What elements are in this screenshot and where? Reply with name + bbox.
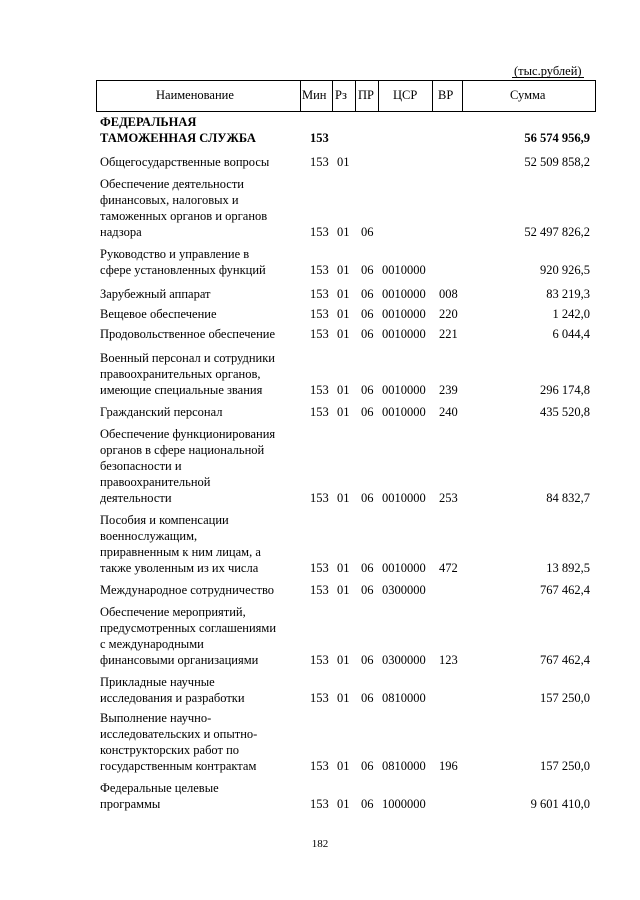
cell-sum: 56 574 956,9 — [524, 131, 590, 145]
cell-sum: 767 462,4 — [540, 653, 590, 667]
header-divider — [462, 80, 463, 111]
cell-pr: 06 — [361, 327, 374, 341]
cell-rz: 01 — [337, 225, 350, 239]
cell-pr: 06 — [361, 797, 374, 811]
cell-rz: 01 — [337, 383, 350, 397]
cell-min: 153 — [310, 653, 329, 667]
cell-sum: 13 892,5 — [546, 561, 590, 575]
cell-min: 153 — [310, 225, 329, 239]
cell-pr: 06 — [361, 287, 374, 301]
cell-csr: 0010000 — [382, 383, 426, 397]
cell-min: 153 — [310, 307, 329, 321]
cell-vr: 472 — [439, 561, 458, 575]
cell-min: 153 — [310, 691, 329, 705]
cell-sum: 1 242,0 — [552, 307, 590, 321]
cell-sum: 157 250,0 — [540, 691, 590, 705]
cell-sum: 435 520,8 — [540, 405, 590, 419]
header-divider — [378, 80, 379, 111]
cell-csr: 0810000 — [382, 691, 426, 705]
header-csr: ЦСР — [393, 88, 418, 102]
cell-vr: 008 — [439, 287, 458, 301]
row-name: Обеспечение функционирования органов в сфере национальной безопасности и правоохранительной деятельности — [100, 427, 276, 505]
cell-rz: 01 — [337, 405, 350, 419]
cell-sum: 296 174,8 — [540, 383, 590, 397]
header-vr: ВР — [438, 88, 454, 102]
header-name: Наименование — [156, 88, 234, 102]
cell-rz: 01 — [337, 307, 350, 321]
cell-vr: 239 — [439, 383, 458, 397]
cell-rz: 01 — [337, 653, 350, 667]
cell-sum: 52 497 826,2 — [524, 225, 590, 239]
cell-pr: 06 — [361, 405, 374, 419]
header-divider — [300, 80, 301, 111]
row-name: Зарубежный аппарат — [100, 287, 211, 301]
cell-min: 153 — [310, 263, 329, 277]
header-divider — [432, 80, 433, 111]
cell-vr: 253 — [439, 491, 458, 505]
units-label: (тыс.рублей) — [514, 64, 582, 78]
cell-csr: 0010000 — [382, 327, 426, 341]
header-divider — [595, 80, 596, 111]
cell-csr: 0010000 — [382, 405, 426, 419]
cell-pr: 06 — [361, 307, 374, 321]
cell-min: 153 — [310, 155, 329, 169]
header-divider — [96, 80, 97, 111]
cell-csr: 0300000 — [382, 653, 426, 667]
cell-pr: 06 — [361, 263, 374, 277]
cell-csr: 0010000 — [382, 561, 426, 575]
cell-csr: 0300000 — [382, 583, 426, 597]
row-name: Обеспечение мероприятий, предусмотренных соглашениями с международными финансовыми организациями — [100, 605, 277, 667]
cell-min: 153 — [310, 383, 329, 397]
header-sum: Сумма — [510, 88, 546, 102]
cell-min: 153 — [310, 287, 329, 301]
row-name: Общегосударственные вопросы — [100, 155, 270, 169]
cell-csr: 0010000 — [382, 263, 426, 277]
cell-min: 153 — [310, 583, 329, 597]
cell-pr: 06 — [361, 759, 374, 773]
cell-csr: 1000000 — [382, 797, 426, 811]
cell-min: 153 — [310, 759, 329, 773]
header-divider — [332, 80, 333, 111]
cell-sum: 920 926,5 — [540, 263, 590, 277]
cell-vr: 196 — [439, 759, 458, 773]
cell-min: 153 — [310, 797, 329, 811]
cell-pr: 06 — [361, 383, 374, 397]
row-name: Международное сотрудничество — [100, 583, 275, 597]
cell-sum: 6 044,4 — [552, 327, 590, 341]
header-min: Мин — [302, 88, 327, 102]
cell-pr: 06 — [361, 225, 374, 239]
cell-vr: 240 — [439, 405, 458, 419]
cell-min: 153 — [310, 561, 329, 575]
cell-rz: 01 — [337, 759, 350, 773]
row-name: Федеральные целевые программы — [100, 781, 219, 811]
row-name: Выполнение научно- исследовательских и опытно- конструкторских работ по государственным контрактам — [100, 711, 258, 773]
cell-pr: 06 — [361, 691, 374, 705]
cell-csr: 0010000 — [382, 307, 426, 321]
cell-min: 153 — [310, 491, 329, 505]
row-name: Военный персонал и сотрудники правоохранительных органов, имеющие специальные звания — [100, 351, 275, 397]
cell-sum: 83 219,3 — [546, 287, 590, 301]
row-name: Прикладные научные исследования и разработки — [100, 675, 245, 705]
cell-rz: 01 — [337, 583, 350, 597]
row-name: Гражданский персонал — [100, 405, 223, 419]
cell-rz: 01 — [337, 327, 350, 341]
cell-sum: 157 250,0 — [540, 759, 590, 773]
header-divider — [355, 80, 356, 111]
cell-rz: 01 — [337, 287, 350, 301]
row-name: Вещевое обеспечение — [100, 307, 217, 321]
cell-rz: 01 — [337, 797, 350, 811]
cell-sum: 52 509 858,2 — [524, 155, 590, 169]
cell-vr: 221 — [439, 327, 458, 341]
row-name: ФЕДЕРАЛЬНАЯ ТАМОЖЕННАЯ СЛУЖБА — [100, 115, 256, 145]
cell-csr: 0010000 — [382, 287, 426, 301]
cell-vr: 123 — [439, 653, 458, 667]
cell-vr: 220 — [439, 307, 458, 321]
page-number: 182 — [311, 838, 329, 850]
row-name: Руководство и управление в сфере установленных функций — [100, 247, 266, 277]
cell-csr: 0810000 — [382, 759, 426, 773]
cell-sum: 767 462,4 — [540, 583, 590, 597]
cell-pr: 06 — [361, 491, 374, 505]
cell-rz: 01 — [337, 263, 350, 277]
cell-rz: 01 — [337, 155, 350, 169]
cell-min: 153 — [310, 131, 329, 145]
row-name: Обеспечение деятельности финансовых, налоговых и таможенных органов и органов надзора — [100, 177, 268, 239]
header-rz: Рз — [335, 88, 347, 102]
cell-rz: 01 — [337, 561, 350, 575]
header-pr: ПР — [358, 88, 374, 102]
cell-csr: 0010000 — [382, 491, 426, 505]
cell-sum: 9 601 410,0 — [530, 797, 590, 811]
cell-rz: 01 — [337, 491, 350, 505]
cell-sum: 84 832,7 — [546, 491, 590, 505]
cell-pr: 06 — [361, 583, 374, 597]
cell-pr: 06 — [361, 561, 374, 575]
cell-rz: 01 — [337, 691, 350, 705]
cell-pr: 06 — [361, 653, 374, 667]
cell-min: 153 — [310, 327, 329, 341]
cell-min: 153 — [310, 405, 329, 419]
row-name: Пособия и компенсации военнослужащим, приравненным к ним лицам, а также уволенным из их числа — [100, 513, 261, 575]
row-name: Продовольственное обеспечение — [100, 327, 275, 341]
